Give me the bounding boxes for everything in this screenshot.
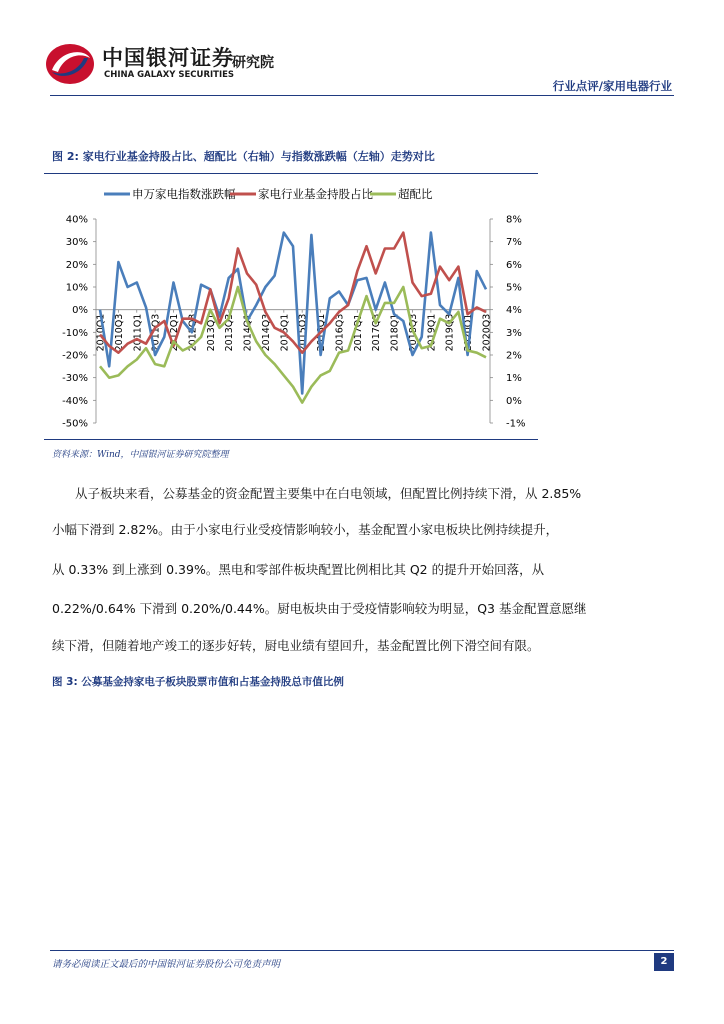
galaxy-logo-icon [44,40,96,88]
x-axis-tick-label: 2019Q1 [426,313,438,352]
disclaimer-notice: 请务必阅读正文最后的中国银河证券股份公司免责声明 [52,959,281,970]
body-paragraph-line: 小幅下滑到 2.82%。由于小家电行业受疫情影响较小，基金配置小家电板块比例持续提升， [52,522,559,537]
right-axis-tick-label: 6% [506,259,522,271]
series-line [100,233,486,394]
x-axis-tick-label: 2018Q3 [407,313,419,352]
header-divider [50,95,674,96]
left-axis-tick-label: -30% [62,373,88,385]
right-axis-tick-label: 1% [506,373,522,385]
x-axis-tick-label: 2014Q3 [260,313,272,352]
x-axis-tick-label: 2015Q1 [279,313,291,352]
left-axis-tick-label: 10% [65,282,88,294]
x-axis-tick-label: 2017Q3 [371,313,383,352]
body-paragraph-line: 0.22%/0.64% 下滑到 0.20%/0.44%。厨电板块由于受疫情影响较为明显，Q3 基金配置意愿继 [52,601,587,616]
body-paragraph-line: 续下滑，但随着地产竣工的逐步好转，厨电业绩有望回升，基金配置比例下滑空间有限。 [52,638,540,653]
body-paragraph-line: 从子板块来看，公募基金的资金配置主要集中在白电领域，但配置比例持续下滑，从 2.85% [75,486,582,501]
x-axis-tick-label: 2017Q1 [352,313,364,352]
legend-label: 超配比 [398,187,433,201]
line-chart [44,176,538,438]
right-axis-tick-label: 5% [506,282,522,294]
right-axis-tick-label: 3% [506,327,522,339]
figure-3-title: 图 3: 公募基金持家电子板块股票市值和占基金持股总市值比例 [52,676,344,688]
x-axis-tick-label: 2012Q3 [187,313,199,352]
figure-source: 资料来源：Wind，中国银河证券研究院整理 [52,450,229,460]
left-axis-tick-label: 30% [65,237,88,249]
left-axis-tick-label: -40% [62,395,88,407]
x-axis-tick-label: 2015Q3 [297,313,309,352]
x-axis-tick-label: 2016Q3 [334,313,346,352]
right-axis-tick-label: 4% [506,305,522,317]
x-axis-tick-label: 2012Q1 [169,313,181,352]
left-axis-tick-label: -20% [62,350,88,362]
x-axis-tick-label: 2014Q1 [242,313,254,352]
right-axis-tick-label: -1% [506,418,526,430]
company-logo [44,38,304,90]
x-axis-tick-label: 2020Q3 [481,313,493,352]
right-axis-tick-label: 7% [506,237,522,249]
x-axis-tick-label: 2010Q1 [95,313,107,352]
x-axis-tick-label: 2011Q3 [150,313,162,352]
report-category: 行业点评/家用电器行业 [552,79,672,93]
left-axis-tick-label: 0% [72,305,88,317]
legend-label: 申万家电指数涨跌幅 [132,187,236,201]
x-axis-tick-label: 2018Q1 [389,313,401,352]
x-axis-tick-label: 2013Q1 [205,313,217,352]
logo-chinese-name: 中国银河证券 [102,46,234,70]
x-axis-tick-label: 2020Q1 [463,313,475,352]
left-axis-tick-label: -50% [62,418,88,430]
body-paragraph-line: 从 0.33% 到上涨到 0.39%。黑电和零部件板块配置比例相比其 Q2 的提升开始回落，从 [52,562,545,577]
x-axis-tick-label: 2019Q3 [444,313,456,352]
left-axis-tick-label: 20% [65,259,88,271]
x-axis-tick-label: 2010Q3 [113,313,125,352]
legend-label: 家电行业基金持股占比 [258,187,373,201]
x-axis-tick-label: 2016Q1 [316,313,328,352]
logo-institute: 研究院 [232,55,274,71]
left-axis-tick-label: 40% [65,214,88,226]
page-number: 2 [654,953,674,971]
right-axis-tick-label: 8% [506,214,522,226]
figure-bottom-divider [44,439,538,440]
x-axis-tick-label: 2013Q3 [224,313,236,352]
figure-top-divider [44,173,538,174]
figure-2-title: 图 2: 家电行业基金持股占比、超配比（右轴）与指数涨跌幅（左轴）走势对比 [52,150,435,163]
right-axis-tick-label: 0% [506,395,522,407]
x-axis-tick-label: 2011Q1 [132,313,144,352]
left-axis-tick-label: -10% [62,327,88,339]
footer-divider [50,950,674,951]
logo-english-name: CHINA GALAXY SECURITIES [104,70,235,80]
right-axis-tick-label: 2% [506,350,522,362]
